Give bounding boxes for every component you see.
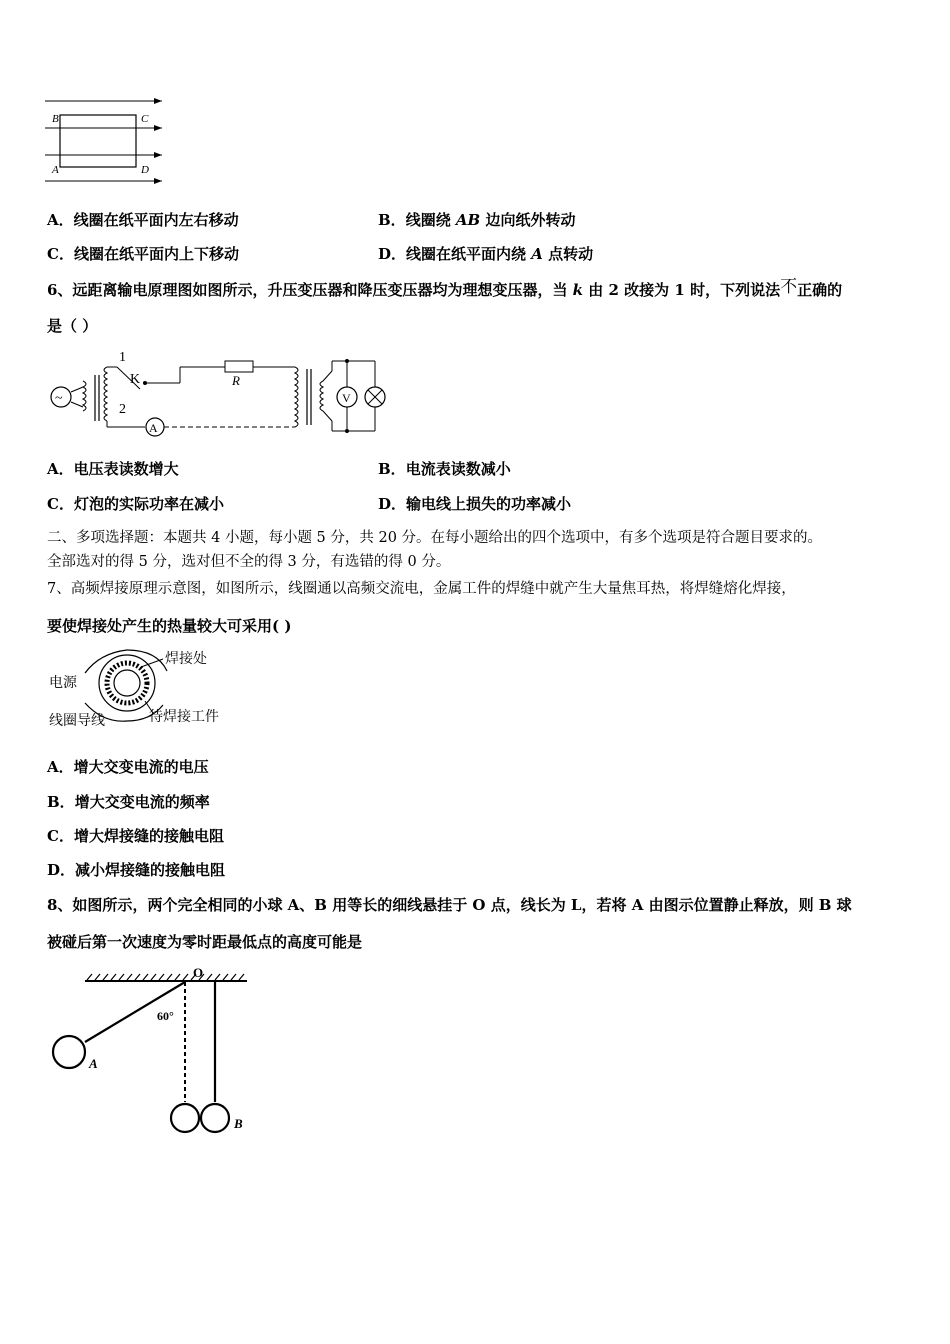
welding-figure	[45, 645, 245, 730]
q6-option-a: A．电压表读数增大	[47, 460, 179, 478]
label-c: C	[141, 113, 149, 125]
label-1: 1	[119, 350, 126, 365]
transmission-circuit-figure	[45, 345, 390, 440]
q7-option-b: B．增大交变电流的频率	[47, 793, 210, 811]
q8-stem-line1: 8、如图所示，两个完全相同的小球 A、B 用等长的细线悬挂于 O 点，线长为 L，若将 A 由图示位置静止释放，则 B 球	[47, 896, 852, 914]
ball-a-dotted	[171, 1104, 199, 1132]
section2-line1: 二、多项选择题：本题共 4 小题，每小题 5 分，共 20 分。在每小题给出的四个选项中，有多个选项是符合题目要求的。	[47, 530, 823, 546]
q5-option-b: B．线圈绕 AB 边向纸外转动	[378, 211, 576, 229]
ac-source-symbol: ~	[55, 391, 63, 406]
ammeter-symbol: A	[149, 421, 158, 435]
q7-option-a: A．增大交变电流的电压	[47, 758, 209, 776]
label-a: A	[89, 1056, 98, 1071]
q7-stem-line1: 7、高频焊接原理示意图，如图所示，线圈通以高频交流电，金属工件的焊缝中就产生大量焦耳热，将焊缝熔化焊接，	[47, 581, 796, 597]
q5-option-a: A．线圈在纸平面内左右移动	[47, 211, 239, 229]
label-b: B	[234, 1116, 243, 1131]
label-weld: 焊接处	[165, 652, 207, 667]
q6-option-d: D．输电线上损失的功率减小	[378, 495, 572, 513]
q7-option-d: D．减小焊接缝的接触电阻	[47, 861, 226, 879]
q6-stem-line1: 6、远距离输电原理图如图所示，升压变压器和降压变压器均为理想变压器，当 k 由 2 改接为 1 时，下列说法不正确的	[47, 277, 843, 299]
label-2: 2	[119, 402, 126, 417]
label-a: A	[52, 164, 59, 176]
q5-option-d: D．线圈在纸平面内绕 A 点转动	[378, 245, 594, 263]
q7-option-c: C．增大焊接缝的接触电阻	[47, 827, 224, 845]
label-o: O	[193, 965, 204, 980]
section2-line2: 全部选对的得 5 分，选对但不全的得 3 分，有选错的得 0 分。	[47, 554, 451, 570]
angle-label: 60°	[157, 1009, 174, 1023]
coil-field-figure	[40, 95, 170, 187]
label-wire: 线圈导线	[49, 714, 105, 729]
voltmeter-symbol: V	[342, 391, 351, 405]
q6-option-c: C．灯泡的实际功率在减小	[47, 495, 224, 513]
label-workpiece: 待焊接工件	[149, 710, 219, 725]
label-r: R	[232, 373, 240, 388]
q7-stem-line2: 要使焊接处产生的热量较大可采用( )	[47, 617, 292, 635]
q6-stem-line2: 是（ ）	[47, 317, 98, 335]
q8-stem-line2: 被碰后第一次速度为零时距最低点的高度可能是	[47, 933, 363, 951]
ball-a	[53, 1036, 85, 1068]
ball-b	[201, 1104, 229, 1132]
label-power: 电源	[49, 676, 77, 691]
label-k: K	[130, 372, 141, 387]
pendulum-figure	[45, 960, 255, 1140]
label-d: D	[141, 164, 149, 176]
q6-option-b: B．电流表读数减小	[378, 460, 511, 478]
label-b: B	[52, 113, 59, 125]
q5-option-c: C．线圈在纸平面内上下移动	[47, 245, 239, 263]
